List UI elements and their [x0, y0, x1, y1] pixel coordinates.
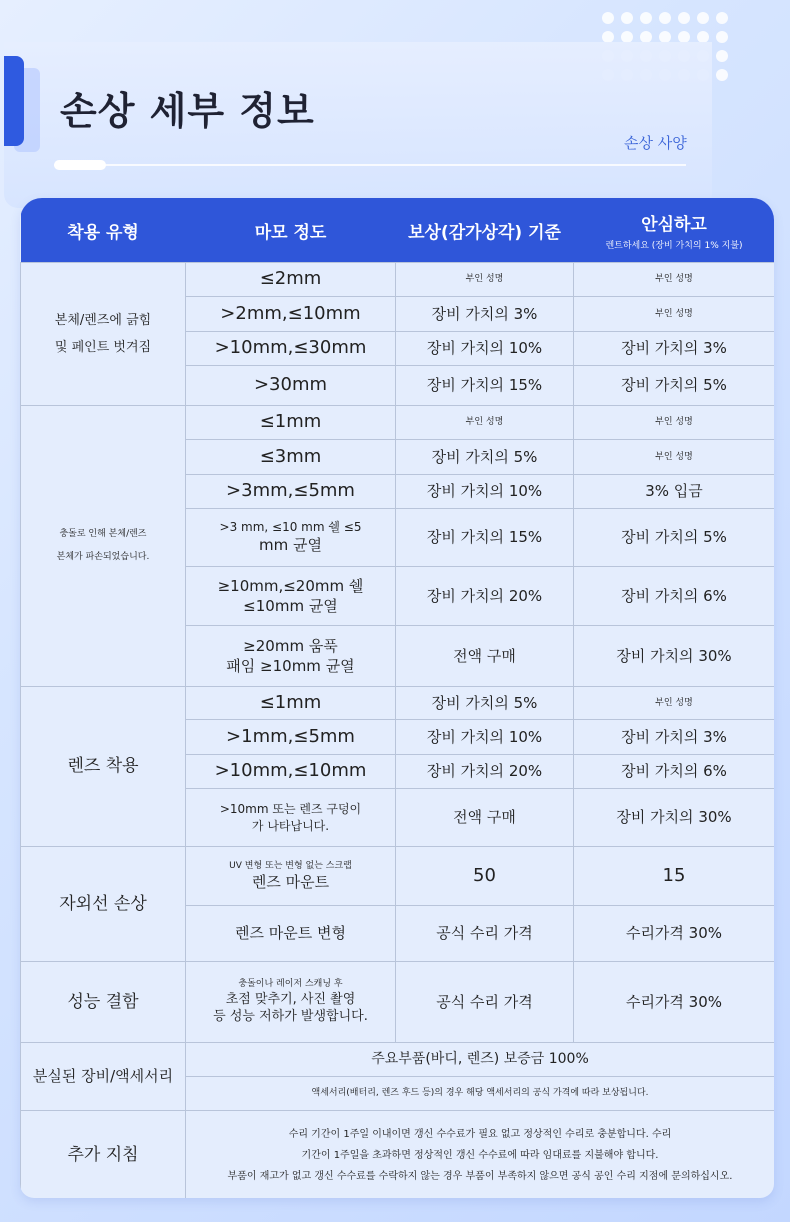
rent-cell: 장비 가치의 3%: [574, 332, 775, 366]
wear-cell: [186, 567, 396, 626]
category-lens-wear: [21, 687, 186, 847]
wear-cell: [186, 789, 396, 847]
comp-cell: 장비 가치의 5%: [396, 440, 574, 475]
rent-cell: 장비 가치의 6%: [574, 567, 775, 626]
note-line: 부품이 재고가 없고 갱신 수수료를 수락하지 않는 경우 부품이 부족하지 않으면 공식 공인 수리 지점에 문의하십시오.: [227, 1171, 733, 1182]
table-row: [21, 1111, 775, 1199]
damage-table-container: [20, 198, 774, 1198]
note-line: 수리 기간이 1주일 이내이면 갱신 수수료가 필요 없고 정상적인 수리로 충분합니다. 수리: [288, 1129, 672, 1140]
rent-cell: 부인 성명: [574, 440, 775, 475]
table-row: [21, 962, 775, 1043]
wear-line: ≥10mm,≤20mm 쉘: [217, 576, 364, 595]
rent-cell: 부인 성명: [574, 263, 775, 297]
header-type: 착용 유형: [21, 198, 186, 263]
header-rent-line1: 안심하고: [641, 214, 707, 235]
wear-line: 렌즈 마운트: [251, 872, 330, 891]
header-compensation: 보상(감가상각) 기준: [396, 198, 574, 263]
rent-cell: 3% 입금: [574, 475, 775, 509]
comp-cell: 장비 가치의 15%: [396, 509, 574, 567]
page-subtitle: 손상 사양: [624, 134, 687, 152]
table-row: [21, 263, 775, 297]
wear-cell: ≤2mm: [186, 263, 396, 297]
wear-cell: >1mm,≤5mm: [186, 720, 396, 755]
wear-line: >3 mm, ≤10 mm 쉘 ≤5: [219, 520, 362, 535]
title-divider-pill: [54, 160, 106, 170]
table-row: [21, 406, 775, 440]
wear-line: 가 나타납니다.: [251, 818, 330, 833]
note-line: 기간이 1주일을 초과하면 정상적인 갱신 수수료에 따라 임대료를 지불해야 합니다.: [301, 1150, 659, 1161]
wear-line: ≤10mm 균열: [243, 597, 338, 615]
comp-cell: 공식 수리 가격: [396, 906, 574, 962]
wear-cell: [186, 509, 396, 567]
wear-cell: >10mm,≤30mm: [186, 332, 396, 366]
page-title: 손상 세부 정보: [60, 89, 315, 133]
rent-cell: 장비 가치의 6%: [574, 755, 775, 789]
comp-cell: 장비 가치의 10%: [396, 720, 574, 755]
rent-cell: 부인 성명: [574, 297, 775, 332]
wear-line: 초점 맞추기, 사진 촬영: [225, 991, 356, 1007]
wear-line: mm 균열: [259, 536, 322, 555]
rent-cell: 장비 가치의 30%: [574, 789, 775, 847]
rent-cell: 장비 가치의 5%: [574, 509, 775, 567]
comp-cell: 전액 구매: [396, 626, 574, 687]
comp-cell: 부인 성명: [396, 263, 574, 297]
wear-cell: >2mm,≤10mm: [186, 297, 396, 332]
wear-cell: ≤1mm: [186, 406, 396, 440]
title-divider: [54, 164, 686, 166]
wear-line: 등 성능 저하가 발생합니다.: [213, 1009, 368, 1025]
comp-cell: 장비 가치의 10%: [396, 332, 574, 366]
category-line: 및 페인트 벗겨짐: [54, 340, 152, 355]
category-uv: [21, 847, 186, 962]
category-lost: 분실된 장비/액세서리: [21, 1043, 186, 1111]
comp-cell: 장비 가치의 15%: [396, 366, 574, 406]
category-line: 성능 결함: [67, 991, 139, 1012]
category-scratch: [21, 263, 186, 406]
rent-cell: 수리가격 30%: [574, 906, 775, 962]
category-collision: [21, 406, 186, 687]
category-line: 본체/렌즈에 긁힘: [54, 312, 152, 328]
category-line: 본체가 파손되었습니다.: [56, 552, 150, 562]
wear-cell: [186, 962, 396, 1043]
header-accent: [4, 56, 24, 146]
lost-deposit: 주요부품(바디, 렌즈) 보증금 100%: [186, 1043, 775, 1077]
wear-line: >10mm 또는 렌즈 구덩이: [219, 802, 362, 817]
table-header-row: [21, 198, 775, 263]
table-row: [21, 1043, 775, 1077]
comp-cell: 부인 성명: [396, 406, 574, 440]
wear-cell: [186, 847, 396, 906]
category-additional: 추가 지침: [21, 1111, 186, 1199]
rent-cell: 수리가격 30%: [574, 962, 775, 1043]
comp-cell: 장비 가치의 20%: [396, 755, 574, 789]
wear-cell: >3mm,≤5mm: [186, 475, 396, 509]
rent-cell: 부인 성명: [574, 687, 775, 720]
lost-accessories: 액세서리(배터리, 렌즈 후드 등)의 경우 해당 액세서리의 공식 가격에 따라 보상됩니다.: [186, 1077, 775, 1111]
category-line: 자외선 손상: [59, 893, 147, 914]
comp-cell: 전액 구매: [396, 789, 574, 847]
wear-line: 충돌이나 레이저 스캐닝 후: [238, 979, 343, 990]
category-performance: [21, 962, 186, 1043]
wear-line: UV 변형 또는 변형 없는 스크랩: [229, 860, 352, 871]
comp-cell: 장비 가치의 10%: [396, 475, 574, 509]
damage-table: [20, 198, 774, 1198]
header-wear: 마모 정도: [186, 198, 396, 263]
additional-notes: [186, 1111, 775, 1199]
wear-cell: ≤1mm: [186, 687, 396, 720]
comp-cell: 장비 가치의 5%: [396, 687, 574, 720]
rent-cell: 장비 가치의 5%: [574, 366, 775, 406]
header-rent-line2: 렌트하세요 (장비 가치의 1% 지불): [605, 240, 743, 251]
rent-cell: 부인 성명: [574, 406, 775, 440]
wear-cell: [186, 626, 396, 687]
wear-cell: >30mm: [186, 366, 396, 406]
comp-cell: 장비 가치의 3%: [396, 297, 574, 332]
table-row: [21, 687, 775, 720]
rent-cell: 15: [574, 847, 775, 906]
comp-cell: 장비 가치의 20%: [396, 567, 574, 626]
rent-cell: 장비 가치의 30%: [574, 626, 775, 687]
category-line: 충돌로 인해 본체/렌즈: [59, 528, 147, 539]
comp-cell: 50: [396, 847, 574, 906]
category-line: 렌즈 착용: [67, 756, 139, 777]
wear-line: ≥20mm 움푹: [243, 636, 338, 655]
rent-cell: 장비 가치의 3%: [574, 720, 775, 755]
wear-cell: ≤3mm: [186, 440, 396, 475]
table-row: [21, 847, 775, 906]
wear-cell: 렌즈 마운트 변형: [186, 906, 396, 962]
comp-cell: 공식 수리 가격: [396, 962, 574, 1043]
header-rent: [574, 198, 775, 263]
wear-line: 패임 ≥10mm 균열: [226, 657, 355, 675]
wear-cell: >10mm,≤10mm: [186, 755, 396, 789]
